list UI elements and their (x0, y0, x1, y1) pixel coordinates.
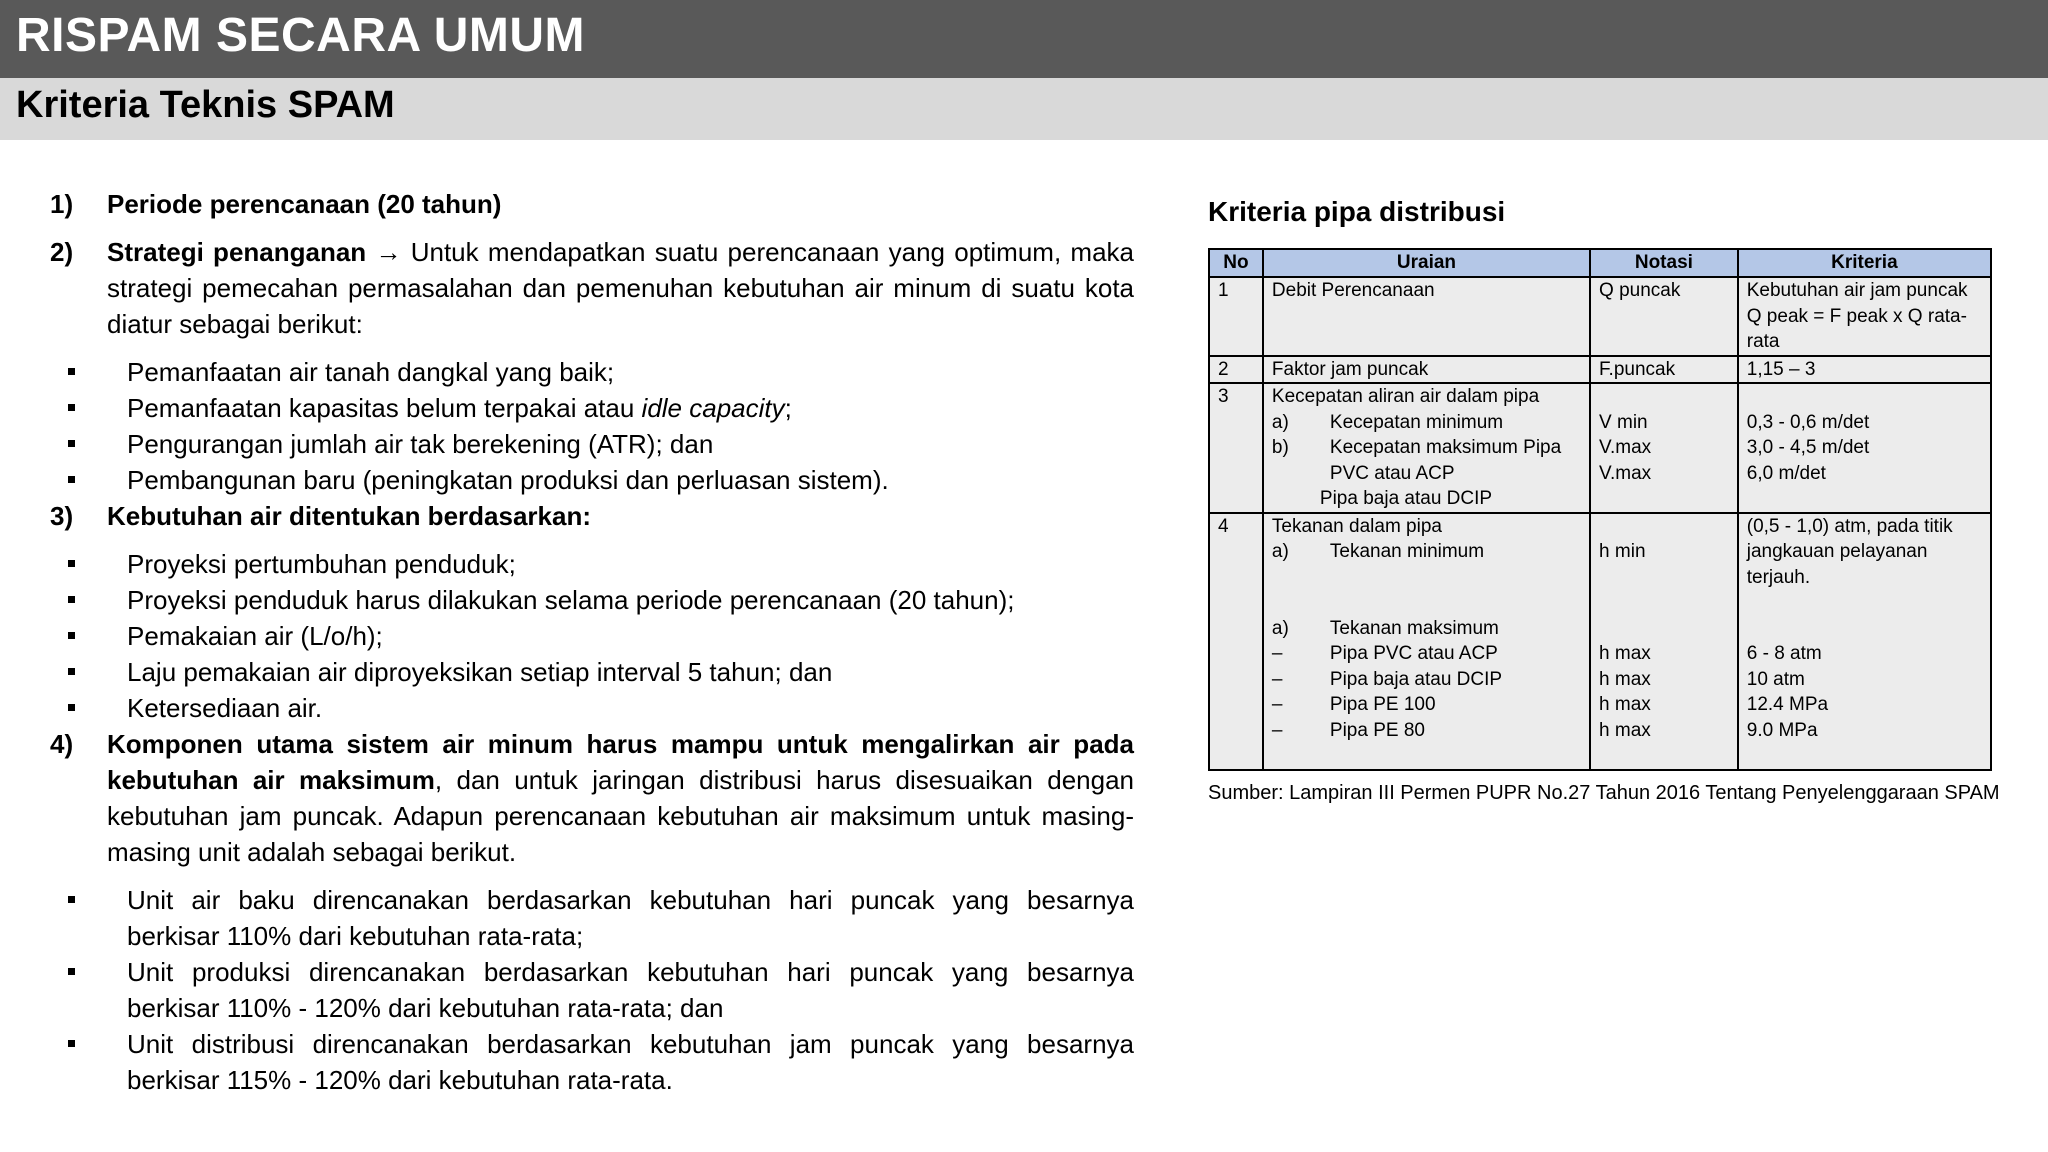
column-header-uraian: Uraian (1263, 249, 1590, 277)
bullet-icon (68, 404, 75, 411)
item-number: 2) (50, 237, 74, 267)
cell-uraian: Tekanan dalam pipa a) Tekanan minimum a) Tekanan maksimum – Pipa PVC atau ACP – Pipa baja atau DCIP – Pipa PE 100 – Pipa PE 80 (1263, 513, 1590, 770)
table-header-row (1209, 249, 1991, 277)
bullet-icon (68, 368, 75, 375)
bullet-icon (68, 704, 75, 711)
criteria-table (1208, 248, 1992, 771)
bullet-icon (68, 560, 75, 567)
bullet-icon (68, 968, 75, 975)
item-number: 1) (50, 189, 74, 219)
cell-notasi: h min h max h max h max h max (1590, 513, 1738, 770)
cell-uraian: Debit Perencanaan (1263, 277, 1590, 356)
left-content (50, 186, 1134, 1098)
item-text: Untuk mendapatkan suatu perencanaan yang optimum, maka strategi pemecahan permasalahan dan pemenuhan kebutuhan air minum di suatu kota diatur sebagai berikut: (107, 237, 1134, 339)
list-item: Laju pemakaian air diproyeksikan setiap interval 5 tahun; dan (50, 654, 1134, 690)
cell-kriteria: (0,5 - 1,0) atm, pada titik jangkauan pelayanan terjauh. 6 - 8 atm 10 atm 12.4 MPa 9.0 MPa (1738, 513, 1991, 770)
bullet-icon (68, 632, 75, 639)
cell-notasi: Q puncak (1590, 277, 1738, 356)
cell-uraian: Kecepatan aliran air dalam pipa a) Kecepatan minimum b) Kecepatan maksimum Pipa PVC atau ACP Pipa baja atau DCIP (1263, 383, 1590, 513)
criteria-table-wrapper (1208, 248, 1992, 771)
bullet-list (50, 546, 1134, 726)
list-item-2 (50, 234, 1134, 342)
header-bar (0, 0, 2048, 78)
column-header-notasi: Notasi (1590, 249, 1738, 277)
column-header-kriteria: Kriteria (1738, 249, 1991, 277)
cell-kriteria: Kebutuhan air jam puncak Q peak = F peak x Q rata- rata (1738, 277, 1991, 356)
list-item: Pembangunan baru (peningkatan produksi dan perluasan sistem). (50, 462, 1134, 498)
cell-no: 4 (1209, 513, 1263, 770)
table-row (1209, 277, 1991, 356)
item-heading: Kebutuhan air ditentukan berdasarkan: (107, 501, 591, 531)
cell-no: 2 (1209, 356, 1263, 384)
item-heading: Periode perencanaan (20 tahun) (107, 189, 502, 219)
bullet-list (50, 882, 1134, 1098)
arrow-icon: → (375, 237, 402, 267)
list-item-3 (50, 498, 1134, 534)
list-item: Pemakaian air (L/o/h); (50, 618, 1134, 654)
item-heading: Komponen utama sistem air minum harus mampu untuk mengalirkan air pada kebutuhan air maksimum (107, 729, 1134, 795)
list-item: Unit distribusi direncanakan berdasarkan kebutuhan jam puncak yang besarnya berkisar 115% - 120% dari kebutuhan rata-rata. (50, 1026, 1134, 1098)
list-item-1 (50, 186, 1134, 222)
item-number: 4) (50, 729, 74, 759)
cell-notasi: V min V.max V.max (1590, 383, 1738, 513)
list-item: Unit produksi direncanakan berdasarkan kebutuhan hari puncak yang besarnya berkisar 110% - 120% dari kebutuhan rata-rata; dan (50, 954, 1134, 1026)
subtitle-bar (0, 78, 2048, 140)
cell-notasi: F.puncak (1590, 356, 1738, 384)
bullet-icon (68, 1040, 75, 1047)
list-item: Pemanfaatan air tanah dangkal yang baik; (50, 354, 1134, 390)
table-row (1209, 513, 1991, 770)
item-text: , dan untuk jaringan distribusi harus disesuaikan dengan kebutuhan jam puncak. Adapun perencanaan kebutuhan air maksimum untuk masing-masing unit adalah sebagai berikut. (107, 765, 1135, 867)
page-title: RISPAM SECARA UMUM (16, 9, 585, 62)
cell-no: 3 (1209, 383, 1263, 513)
cell-no: 1 (1209, 277, 1263, 356)
list-item: Ketersediaan air. (50, 690, 1134, 726)
table-row (1209, 356, 1991, 384)
cell-kriteria: 0,3 - 0,6 m/det 3,0 - 4,5 m/det 6,0 m/det (1738, 383, 1991, 513)
list-item: Proyeksi penduduk harus dilakukan selama periode perencanaan (20 tahun); (50, 582, 1134, 618)
list-item: Pemanfaatan kapasitas belum terpakai atau idle capacity; (50, 390, 1134, 426)
bullet-list (50, 354, 1134, 498)
list-item: Pengurangan jumlah air tak berekening (ATR); dan (50, 426, 1134, 462)
list-item-4 (50, 726, 1134, 870)
table-title: Kriteria pipa distribusi (1208, 196, 1506, 227)
bullet-icon (68, 476, 75, 483)
bullet-icon (68, 896, 75, 903)
table-row (1209, 383, 1991, 513)
cell-kriteria: 1,15 – 3 (1738, 356, 1991, 384)
bullet-icon (68, 668, 75, 675)
item-number: 3) (50, 501, 74, 531)
list-item: Proyeksi pertumbuhan penduduk; (50, 546, 1134, 582)
list-item: Unit air baku direncanakan berdasarkan kebutuhan hari puncak yang besarnya berkisar 110% dari kebutuhan rata-rata; (50, 882, 1134, 954)
column-header-no: No (1209, 249, 1263, 277)
source-note: Sumber: Lampiran III Permen PUPR No.27 Tahun 2016 Tentang Penyelenggaraan SPAM (1208, 782, 2000, 804)
item-heading: Strategi penanganan (107, 237, 367, 267)
page-subtitle: Kriteria Teknis SPAM (16, 84, 395, 126)
bullet-icon (68, 596, 75, 603)
bullet-icon (68, 440, 75, 447)
cell-uraian: Faktor jam puncak (1263, 356, 1590, 384)
